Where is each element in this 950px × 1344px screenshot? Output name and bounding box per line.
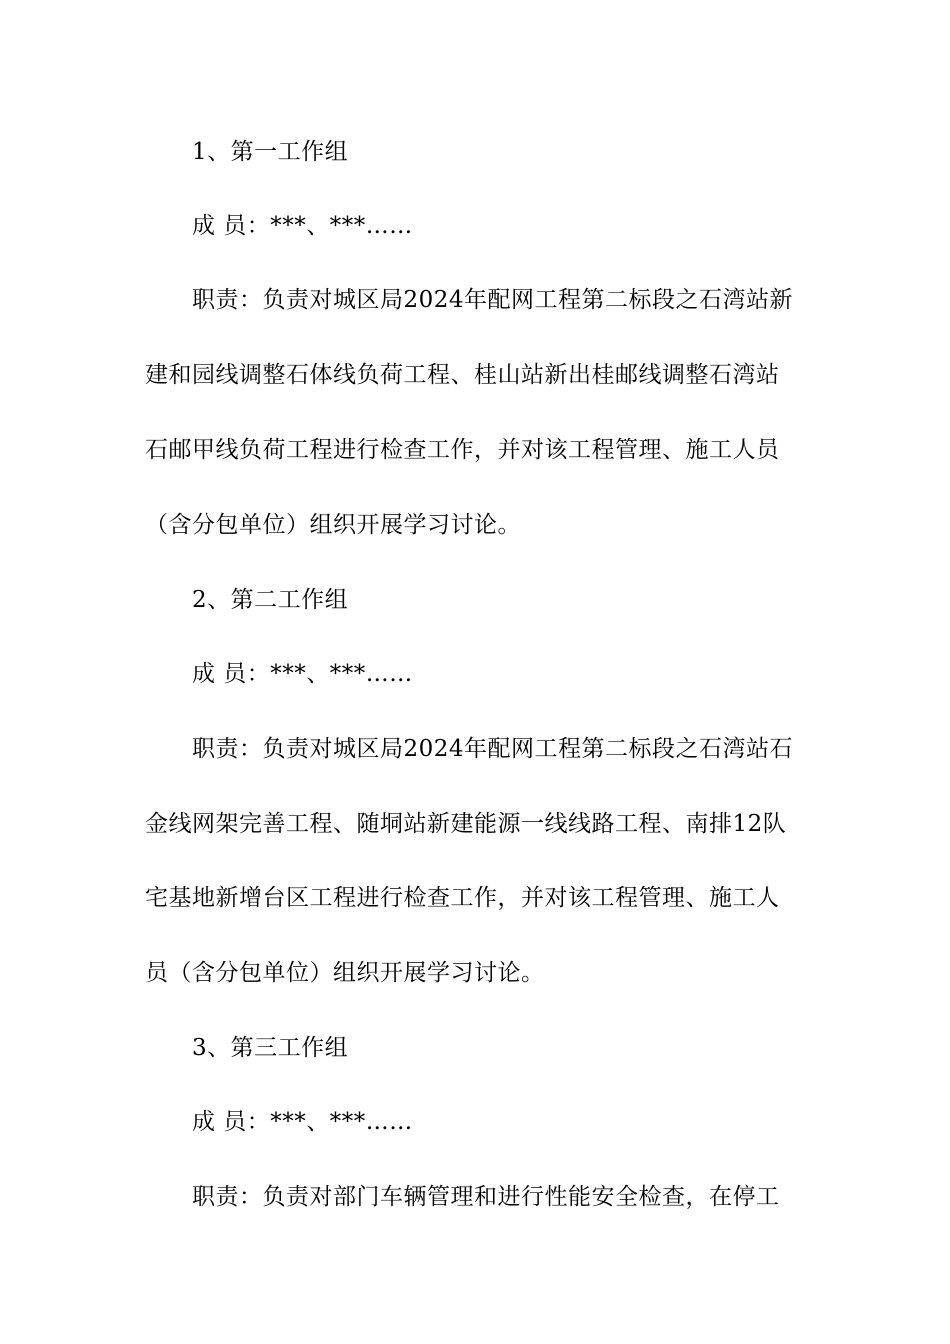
section-duty-line: 石邮甲线负荷工程进行检查工作，并对该工程管理、施工人员 (145, 437, 780, 463)
section-duty-line: 建和园线调整石体线负荷工程、桂山站新出桂邮线调整石湾站 (145, 362, 780, 388)
section-members: 成 员：***、***…… (192, 661, 413, 687)
section-duty-line: 职责：负责对城区局2024年配网工程第二标段之石湾站石 (192, 736, 794, 762)
section-duty-line: 员（含分包单位）组织开展学习讨论。 (145, 960, 545, 986)
section-heading: 1、第一工作组 (192, 139, 349, 165)
section-duty-line: 职责：负责对部门车辆管理和进行性能安全检查，在停工 (192, 1184, 780, 1210)
section-members: 成 员：***、***…… (192, 213, 413, 239)
section-duty-line: 职责：负责对城区局2024年配网工程第二标段之石湾站新 (192, 287, 794, 313)
section-duty-line: 宅基地新增台区工程进行检查工作，并对该工程管理、施工人 (145, 885, 780, 911)
section-heading: 2、第二工作组 (192, 587, 349, 613)
section-members: 成 员：***、***…… (192, 1109, 413, 1135)
section-duty-line: （含分包单位）组织开展学习讨论。 (145, 512, 521, 538)
section-duty-line: 金线网架完善工程、随垌站新建能源一线线路工程、南排12队 (145, 811, 787, 837)
section-heading: 3、第三工作组 (192, 1035, 349, 1061)
